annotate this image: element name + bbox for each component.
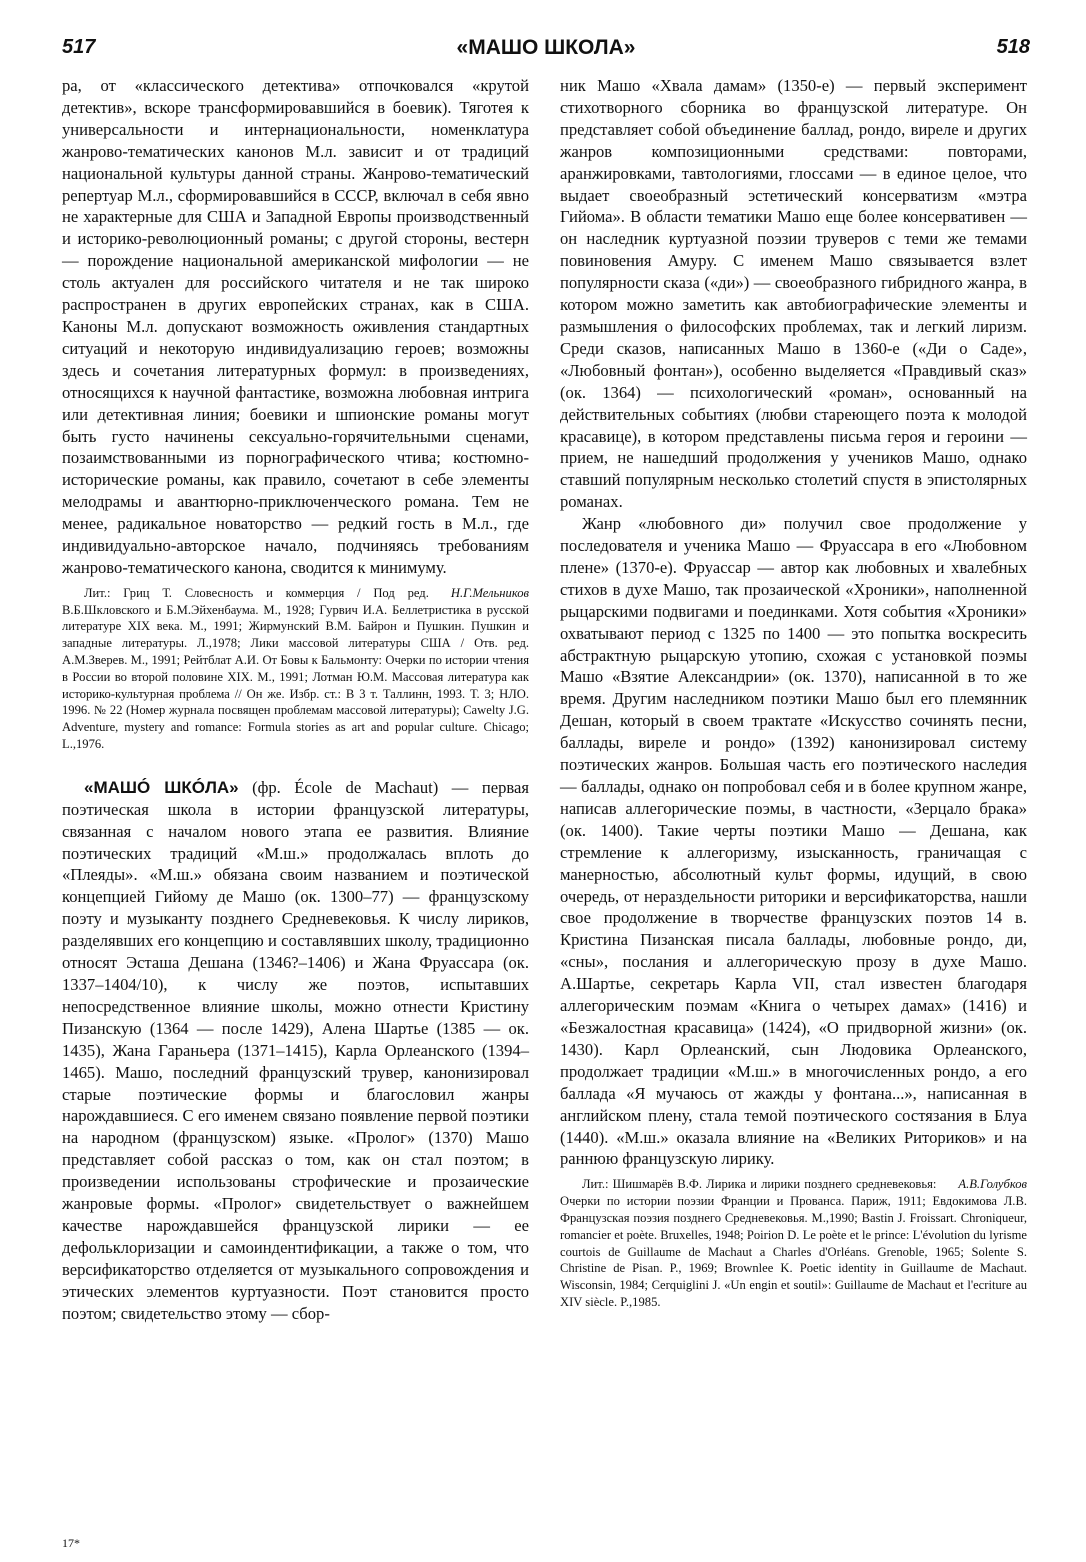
running-header [62, 36, 1030, 66]
paragraph: ра, от «классического детектива» отпочковался «крутой детектив», вскоре трансформировавшийся в боевик). Тяготея к универсальности и интернациональности, номенклатура жанрово-тематических канонов М.л. зависит и от традиций национальной культуры данной страны. Жанрово-тематический репертуар М.л., сформировавшийся в СССР, включал в себя явно не характерные для США и Западной Европы производственный и историко-революционный романы; с другой стороны, вестерн — порождение национальной американской мифологии — не столь актуален для российского читателя и не так широко распространен в других европейских странах, как в США. Каноны М.л. допускают возможность оживления стандартных ситуаций и некоторую индивидуализацию героев; возможны здесь и сочетания литературных формул: в произведениях, относящихся к научной фантастике, возможна любовная интрига или детективная линия; боевики и шпионские романы могут быть густо начинены сексуально-горячительными сценами, позаимствованными из порнографического чтива; костюмно-исторические романы, как правило, сочетают в себе элементы мелодрамы и авантюрно-приключенческого романа. Тем не менее, радикальное новаторство — редкий гость в М.л., где индивидуально-авторское начало, подчиняясь требованиям жанрово-тематического канона, сводится к минимуму. [62, 76, 529, 577]
entry-text: (фр. École de Machaut) — первая поэтическая школа в истории французской литературы, связанная с началом нового этапа ее развития. Влияние поэтических традиций «М.ш.» продолжалась вплоть до «Плеяды». «М.ш.» обязана своим названием и поэтической концепцией Гийому де Машо (ок. 1300–77) — французскому поэту и музыканту позднего Средневековья. К числу лириков, разделявших его концепцию и составлявших школу, традиционно относят Эсташа Дешана (1346?–1406) и Жана Фруассара (ок. 1337–1404/10), к числу же поэтов, испытавших непосредственное влияние школы, можно отнести Кристину Пизанскую (1364 — после 1429), Алена Шартье (1385 — ок. 1435), Жана Гараньера (1371–1415), Карла Орлеанского (1394–1465). Машо, последний французский трувер, канонизировал старые поэтические формы и благословил жанры нарождавшиеся. С его именем связано появление первой поэтики на народном (французском) языке. «Пролог» (1370) Машо представляет собой рассказ о том, как он стал поэтом; в произведении использованы строфические и прозаические жанровые формы. «Пролог» свидетельствует о важнейшем качестве нарождавшейся французской лирики — ее дефольклоризации и самоиндентификации, а также о том, что версификаторство отделяется от музыкального сопровождения и этических элементов куртуазности. Поэт становится просто поэтом; свидетельство этому — сбор- [62, 777, 529, 1323]
bibliography-text: Лит.: Шишмарёв В.Ф. Лирика и лирики позднего средневековья: Очерки по истории поэзии Франции и Прованса. Париж, 1911; Евдокимова Л.В. Французская поэзия позднего Средневековья. М.,1990; Bastin J. Froissart. Chroniqueur, romancier et poète. Bruxelles, 1948; Poirion D. Le poète et le prince: L'évolution du lyrisme courtois de Guillaume de Machaut a Charles d'Orléans. Grenoble, 1965; Solente S. Christine de Pisan. P., 1969; Brownlee K. Poetic identity in Guillaume de Machaut. Wisconsin, 1984; Cerquiglini J. «Un engin et soutil»: Guillaume de Machaut et l'ecriture au XIV siècle. P.,1985. [560, 1177, 1027, 1309]
right-column [560, 75, 1027, 1311]
page-number-right: 518 [996, 36, 1030, 58]
paragraph: Жанр «любовного ди» получил свое продолжение у последователя и ученика Машо — Фруассара в его «Любовном плене» (1370-е). Фруассар — автор как любовных и хвалебных стихов в духе Машо, так прозаической «Хроники», наполненной рыцарскими подвигами и поединками. Хотя события «Хроники» охватывают период с 1325 по 1400 — это попытка воскресить абстрактную рыцарскую утопию, схожая с установкой поэмы Машо «Взятие Александрии» (ок. 1370), написанной в то же время. Другим наследником поэтики Машо был его племянник Дешан, который в своем трактате «Искусство сочинять песни, баллады, виреле и рондо» (1392) канонизировал систему поэтических жанров. Большая часть его поэтического наследия — баллады, однако он попробовал себя и в более крупном жанре, написав аллегорические поэмы, в частности, «Зерцало брака» (ок. 1400). Такие черты поэтики Машо — Дешана, как стремление к аллегоризму, изысканность, граничащая с манерностью, абсолютный культ формы, идущий, в свою очередь, от нераздельности риторики и версификаторства, нашли свое продолжение в творчестве французских поэтов 14 в. Кристина Пизанская писала баллады, любовные рондо, ди, «сны», послания и аллегорическую прозу в духе Машо. А.Шартье, секретарь Карла VII, стал известен благодаря аллегорическим поэмам «Книга о четырех дамах» (1416) и «Безжалостная красавица» (1424), «О придворной жизни» (ок. 1430). Карл Орлеанский, сын Людовика Орлеанского, продолжает традиции «М.ш.» в многочисленных рондо, а его баллада «Я мучаюсь от жажды у фонтана...», написанная в английском плену, стала темой поэтического состязания в Блуа (1440). «М.ш.» оказала влияние на «Великих Риториков» и на раннюю французскую лирику. [560, 514, 1027, 1169]
running-title: «МАШО ШКОЛА» [456, 36, 636, 59]
page-number-left: 517 [62, 36, 96, 58]
signature-mark: 17* [62, 1536, 80, 1550]
entry-paragraph [62, 777, 529, 1325]
bibliography-author: А.В.Голубков [958, 1177, 1027, 1192]
bibliography-text: Лит.: Гриц Т. Словесность и коммерция / Под ред. В.Б.Шкловского и Б.М.Эйхенбаума. М., 1928; Гурвич И.А. Беллетристика в русской литературе XIX века. М., 1991; Жирмунский В.М. Байрон и Пушкин. Пушкин и западные литературы. Л.,1978; Лики массовой литературы США / Отв. ред. А.М.Зверев. М., 1991; Рейтблат А.И. От Бовы к Бальмонту: Очерки по истории чтения в России во второй половине XIX. М., 1991; Лотман Ю.М. Массовая литература как историко-культурная проблема // Он же. Избр. ст.: В 3 т. Таллинн, 1993. Т. 3; НЛО. 1996. № 22 (Номер журнала посвящен проблемам массовой литературы); Cawelty J.G. Adventure, mystery and romance: Formula stories as art and popular culture. Chicago; L.,1976. [62, 585, 529, 752]
left-column [62, 75, 529, 1324]
bibliography [62, 585, 529, 753]
bibliography [560, 1176, 1027, 1310]
entry-gap [62, 753, 529, 777]
entry-heading: «МАШÓ ШКÓЛА» [84, 777, 239, 797]
bibliography-author: Н.Г.Мельников [450, 585, 529, 600]
paragraph: ник Машо «Хвала дамам» (1350-е) — первый эксперимент стихотворного сборника во французской литературе. Он представляет собой объединение баллад, рондо, виреле и других жанров композиционными средствами: повторами, аранжировками, тавтологиями, глоссами — в единое целое, что выдает своеобразный эстетический консерватизм «мэтра Гийома». В области тематики Машо еще более консервативен — он наследник куртуазной поэзии труверов с теми же темами повиновения Амуру. С именем Машо связывается взлет популярности сказа («ди») — своеобразного гибридного жанра, в котором можно заметить как автобиографические элементы и размышления о философских проблемах, так и легкий лиризм. Среди сказов, написанных Машо в 1360-е («Ди о Саде», «Любовный фонтан»), особенно выделяется «Правдивый сказ» (ок. 1364) — психологический «роман», основанный на действительных событиях (любви стареющего поэта к молодой красавице), в котором представлены письма героя и героини — прием, не нашедший продолжения у учеников Машо, однако ставший популярным несколько столетий спустя в эпистолярных романах. [560, 76, 1027, 512]
